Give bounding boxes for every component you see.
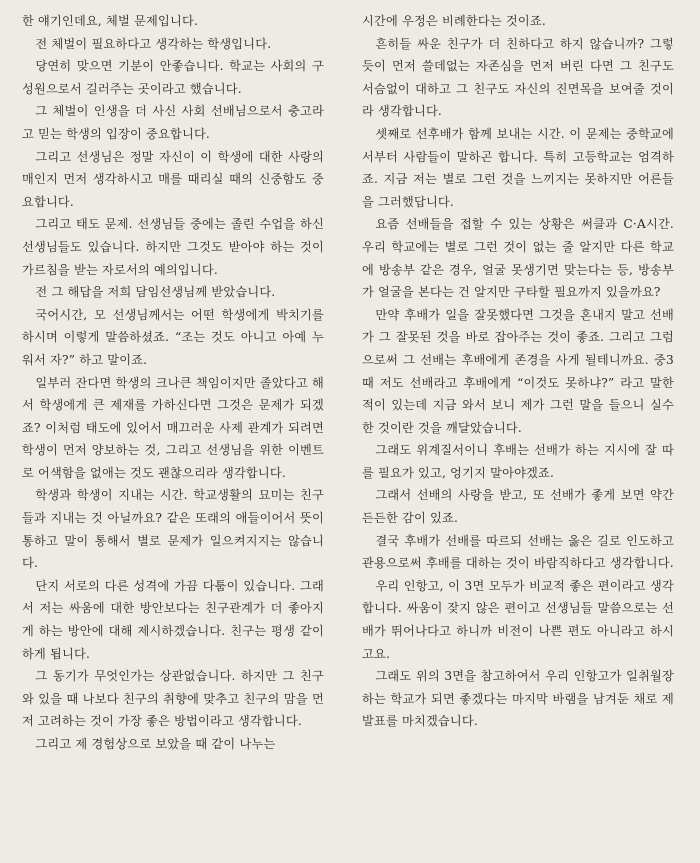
- paragraph: 그리고 선생님은 정말 자신이 이 학생에 대한 사랑의 매인지 먼저 생각하시고 매를 때리실 때의 신중함도 중요합니다.: [22, 149, 324, 209]
- paragraph: 전 체벌이 필요하다고 생각하는 학생입니다.: [35, 36, 272, 51]
- paragraph: 단지 서로의 다른 성격에 가끔 다툼이 있습니다. 그래서 저는 싸움에 대한 방안보다는 친구관계가 더 좋아지게 하는 방안에 대해 제시하겠습니다. 친구는 평생 같이 하게 됩니다.: [22, 578, 324, 661]
- paragraph: 그리고 제 경험상으로 보았을 때 같이 나누는: [35, 737, 276, 751]
- paragraph: 전 그 해답을 저희 담임선생님께 받았습니다.: [35, 285, 276, 300]
- paragraph: 그 동기가 무엇인가는 상관없습니다. 하지만 그 친구와 있을 때 나보다 친구의 취향에 맞추고 친구의 맘을 먼저 고려하는 것이 가장 좋은 방법이라고 생각합니다.: [22, 669, 324, 729]
- paragraph: 우리 인항고, 이 3면 모두가 비교적 좋은 편이라고 생각합니다. 싸움이 잦지 않은 편이고 선생님들 말씀으로는 선배가 뛰어나다고 하니까 비전이 나쁜 편도 아니라고 하시고요.: [362, 578, 674, 661]
- paragraph: 그래도 위의 3면을 참고하여서 우리 인항고가 일취월장하는 학교가 되면 좋겠다는 마지막 바램을 남겨둔 채로 제 발표를 마치겠습니다.: [362, 669, 674, 729]
- right-column: [362, 10, 674, 733]
- paragraph: 흔히들 싸운 친구가 더 친하다고 하지 않습니까? 그렇듯이 먼저 쓸데없는 자존심을 먼저 버린 다면 그 친구도 서슴없이 대하고 그 친구도 자신의 진면목을 보여줄 것이라 생각합니다.: [362, 36, 674, 119]
- paragraph: 만약 후배가 일을 잘못했다면 그것을 혼내지 말고 선배가 그 잘못된 것을 바로 잡아주는 것이 좋죠. 그리고 그럼으로써 그 선배는 후배에게 존경을 사게 될테니까요. 중3때 저도 선배라고 후배에게 “이것도 못하냐?” 라고 말한 적이 있는데 지금 와서 보니 제가 그런 말을 들으니 실수한 것이란 것을 깨달았습니다.: [362, 307, 674, 435]
- paragraph: 그래서 선배의 사랑을 받고, 또 선배가 좋게 보면 약간 든든한 감이 있죠.: [362, 488, 674, 526]
- paragraph: 그 체벌이 인생을 더 사신 사회 선배님으로서 충고라고 믿는 학생의 입장이 중요합니다.: [22, 104, 324, 141]
- paragraph: 그래도 위계질서이니 후배는 선배가 하는 지시에 잘 따를 필요가 있고, 엉기지 말아야겠죠.: [362, 443, 674, 480]
- paragraph: 결국 후배가 선배를 따르되 선배는 옳은 길로 인도하고 관용으로써 후배를 대하는 것이 바람직하다고 생각합니다.: [362, 533, 674, 571]
- paragraph: 시간에 우정은 비례한다는 것이죠.: [362, 14, 546, 28]
- paragraph: 학생과 학생이 지내는 시간. 학교생활의 묘미는 친구들과 지내는 것 아닐까요? 같은 또래의 애들이어서 뜻이 통하고 말이 통해서 별로 문제가 일으켜지지는 않습니다.: [22, 488, 324, 571]
- paragraph: 국어시간, 모 선생님께서는 어떤 학생에게 박치기를 하시며 이렇게 말씀하셨죠. “조는 것도 아니고 아예 누워서 자?” 하고 말이죠.: [22, 307, 324, 367]
- paragraph: 셋째로 선후배가 함께 보내는 시간. 이 문제는 중학교에서부터 사람들이 말하곤 합니다. 특히 고등학교는 엄격하죠. 지금 저는 별로 그런 것을 느끼지는 못하지만 어른들을 그러했답니다.: [362, 126, 674, 209]
- paragraph: 그리고 태도 문제. 선생님들 중에는 졸린 수업을 하신 선생님들도 있습니다. 하지만 그것도 받아야 하는 것이 가르침을 받는 자로서의 예의입니다.: [22, 217, 324, 277]
- paragraph: 한 얘기인데요, 체벌 문제입니다.: [22, 14, 199, 28]
- left-column: [22, 10, 324, 756]
- paragraph: 당연히 맞으면 기분이 안좋습니다. 학교는 사회의 구성원으로서 길러주는 곳이라고 했습니다.: [22, 59, 324, 96]
- paragraph: 일부러 잔다면 학생의 크나큰 책임이지만 졸았다고 해서 학생에게 큰 제재를 가하신다면 그것은 문제가 되겠죠? 이처럼 태도에 있어서 매끄러운 사제 관계가 되려면 학생이 먼저 양보하는 것, 그리고 선생님을 위한 이벤트로 어색함을 없애는 것도 괜찮으리라 생각합니다.: [22, 375, 324, 480]
- paragraph: 요즘 선배들을 접할 수 있는 상황은 써클과 C·A시간. 우리 학교에는 별로 그런 것이 없는 줄 알지만 다른 학교에 방송부 같은 경우, 얼굴 못생기면 맞는다는 등, 방송부가 얼굴을 본다는 건 알지만 구타할 필요까지 있을까요?: [362, 217, 674, 300]
